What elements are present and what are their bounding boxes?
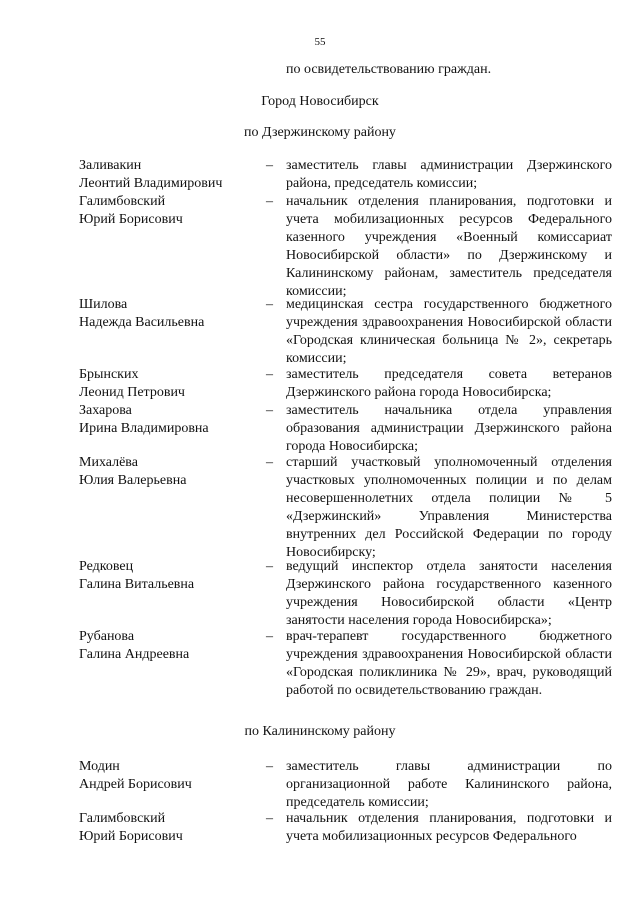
dash: – <box>266 759 273 774</box>
person-name <box>79 558 259 594</box>
section-heading: по Калининскому району <box>244 724 396 739</box>
person-name <box>79 296 259 332</box>
person-role: заместитель начальника отдела управления образования администрации Дзержинского района города Новосибирска; <box>286 403 612 454</box>
person-given-name: Ирина Владимировна <box>79 421 209 436</box>
person-name <box>79 628 259 664</box>
person-given-name: Леонид Петрович <box>79 385 185 400</box>
person-name <box>79 810 259 846</box>
person-role: врач-терапевт государственного бюджетного учреждения здравоохранения Новосибирской области «Городская поликлиника № 29», врач, руководящий работой по освидетельствованию граждан. <box>286 629 612 698</box>
person-given-name: Галина Витальевна <box>79 577 195 592</box>
person-given-name: Юрий Борисович <box>79 212 183 227</box>
person-given-name: Юрий Борисович <box>79 829 183 844</box>
person-given-name: Леонтий Владимирович <box>79 176 223 191</box>
person-surname: Михалёва <box>79 455 138 470</box>
person-given-name: Андрей Борисович <box>79 777 192 792</box>
dash: – <box>266 194 273 209</box>
person-surname: Редковец <box>79 559 134 574</box>
dash: – <box>266 559 273 574</box>
dash: – <box>266 455 273 470</box>
person-role: заместитель председателя совета ветеранов Дзержинского района города Новосибирска; <box>286 367 612 400</box>
person-role: медицинская сестра государственного бюджетного учреждения здравоохранения Новосибирской области «Городская клиническая больница № 2», секретарь комиссии; <box>286 297 612 366</box>
person-surname: Рубанова <box>79 629 135 644</box>
person-given-name: Надежда Васильевна <box>79 315 205 330</box>
person-surname: Галимбовский <box>79 811 166 826</box>
intro-line: по освидетельствованию граждан. <box>286 62 492 77</box>
person-name <box>79 193 259 229</box>
dash: – <box>266 297 273 312</box>
person-surname: Модин <box>79 759 120 774</box>
dash: – <box>266 403 273 418</box>
dash: – <box>266 629 273 644</box>
person-role: ведущий инспектор отдела занятости населения Дзержинского района государственного казенного учреждения Новосибирской области «Центр занятости населения города Новосибирска»; <box>286 559 612 628</box>
person-surname: Шилова <box>79 297 128 312</box>
dash: – <box>266 811 273 826</box>
person-name <box>79 366 259 402</box>
person-surname: Захарова <box>79 403 132 418</box>
dash: – <box>266 158 273 173</box>
dash: – <box>266 367 273 382</box>
person-given-name: Галина Андреевна <box>79 647 190 662</box>
page-number: 55 <box>314 36 326 48</box>
person-name <box>79 402 259 438</box>
person-role: заместитель главы администрации Дзержинского района, председатель комиссии; <box>286 158 612 191</box>
person-role: начальник отделения планирования, подготовки и учета мобилизационных ресурсов Федерального <box>286 811 612 844</box>
section-heading: по Дзержинскому району <box>244 125 396 140</box>
person-given-name: Юлия Валерьевна <box>79 473 187 488</box>
person-name <box>79 157 259 193</box>
person-role: заместитель главы администрации по организационной работе Калининского района, председатель комиссии; <box>286 759 612 810</box>
person-surname: Заливакин <box>79 158 142 173</box>
person-surname: Брынских <box>79 367 139 382</box>
person-name <box>79 454 259 490</box>
city-heading: Город Новосибирск <box>261 94 379 109</box>
person-name <box>79 758 259 794</box>
person-role: начальник отделения планирования, подготовки и учета мобилизационных ресурсов Федерального казенного учреждения «Военный комиссариат Новосибирской области» по Дзержинскому и Калининскому районам, заместитель председателя комиссии; <box>286 194 612 299</box>
person-surname: Галимбовский <box>79 194 166 209</box>
person-role: старший участковый уполномоченный отделения участковых уполномоченных полиции и по делам несовершеннолетних отдела полиции № 5 «Дзержинский» Управления Министерства внутренних дел Российской Федерации по городу Новосибирску; <box>286 455 612 560</box>
